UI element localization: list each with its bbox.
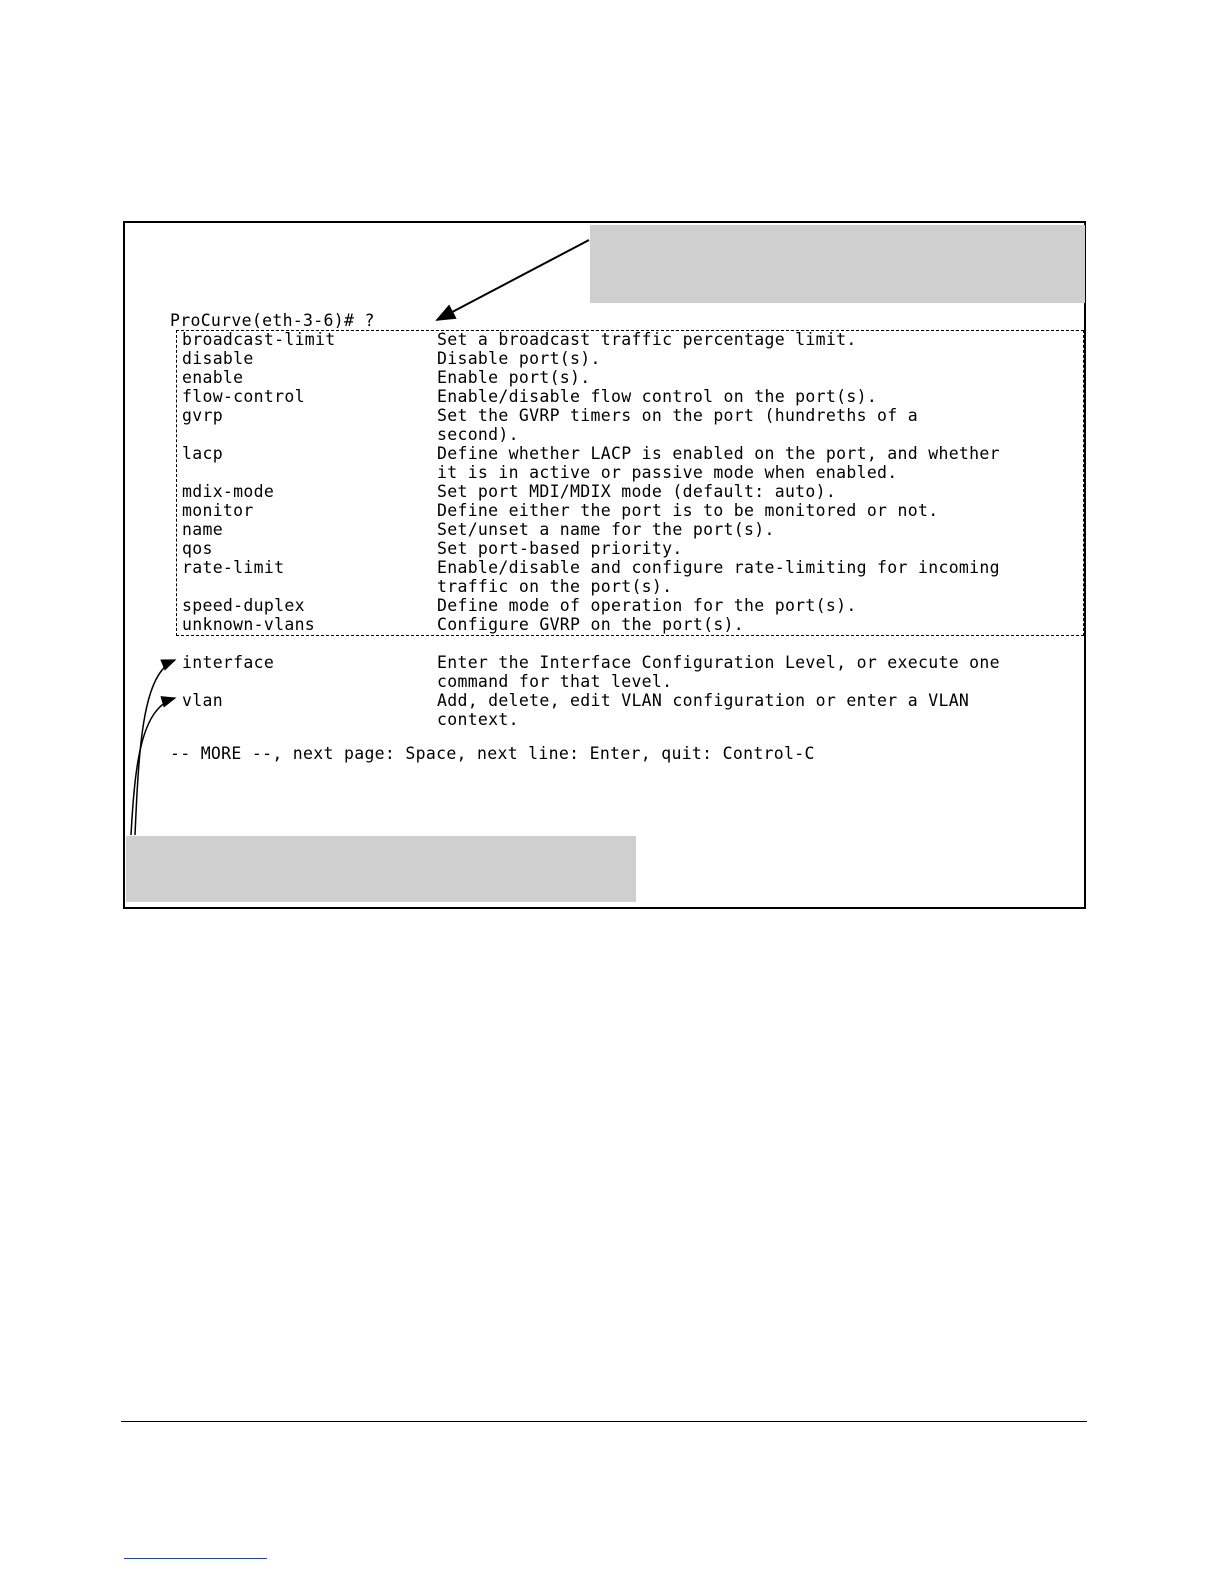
command-description: Enable/disable flow control on the port(s). [437, 387, 878, 406]
page-rule [121, 1421, 1087, 1422]
command-description: it is in active or passive mode when enabled. [437, 463, 898, 482]
command-description: Define whether LACP is enabled on the port, and whether [437, 444, 1000, 463]
command-description: Disable port(s). [437, 349, 601, 368]
command-name: flow-control [182, 387, 305, 406]
more-prompt: -- MORE --, next page: Space, next line: Enter, quit: Control-C [170, 744, 815, 763]
cli-prompt: ProCurve(eth-3-6)# ? [170, 311, 375, 330]
command-description: Configure GVRP on the port(s). [437, 615, 745, 634]
command-description: traffic on the port(s). [437, 577, 673, 596]
command-name: monitor [182, 501, 254, 520]
command-description: Enable port(s). [437, 368, 591, 387]
command-description: Set port-based priority. [437, 539, 683, 558]
command-description: Set/unset a name for the port(s). [437, 520, 775, 539]
command-name: mdix-mode [182, 482, 275, 501]
command-name: speed-duplex [182, 596, 305, 615]
arrow-to-vlan [131, 698, 175, 835]
command-description: Set port MDI/MDIX mode (default: auto). [437, 482, 837, 501]
footer-link-underline [124, 1558, 267, 1559]
command-description: Enable/disable and configure rate-limiting for incoming [437, 558, 1000, 577]
command-name: rate-limit [182, 558, 285, 577]
command-name: enable [182, 368, 244, 387]
command-name: vlan [182, 691, 223, 710]
command-name: gvrp [182, 406, 223, 425]
command-description: Define mode of operation for the port(s). [437, 596, 857, 615]
arrow-to-prompt [437, 240, 589, 320]
command-name: interface [182, 653, 275, 672]
command-name: lacp [182, 444, 223, 463]
command-description: Define either the port is to be monitored or not. [437, 501, 939, 520]
cli-help-figure [123, 221, 1086, 909]
callout-arrows [125, 223, 1088, 911]
command-name: broadcast-limit [182, 330, 336, 349]
command-name: disable [182, 349, 254, 368]
command-description: Add, delete, edit VLAN configuration or enter a VLAN [437, 691, 970, 710]
command-description: second). [437, 425, 519, 444]
command-name: unknown-vlans [182, 615, 316, 634]
command-description: Set the GVRP timers on the port (hundreths of a [437, 406, 918, 425]
command-description: Enter the Interface Configuration Level, or execute one [437, 653, 1000, 672]
command-description: command for that level. [437, 672, 673, 691]
command-name: name [182, 520, 223, 539]
command-name: qos [182, 539, 213, 558]
command-description: context. [437, 710, 519, 729]
command-description: Set a broadcast traffic percentage limit. [437, 330, 857, 349]
